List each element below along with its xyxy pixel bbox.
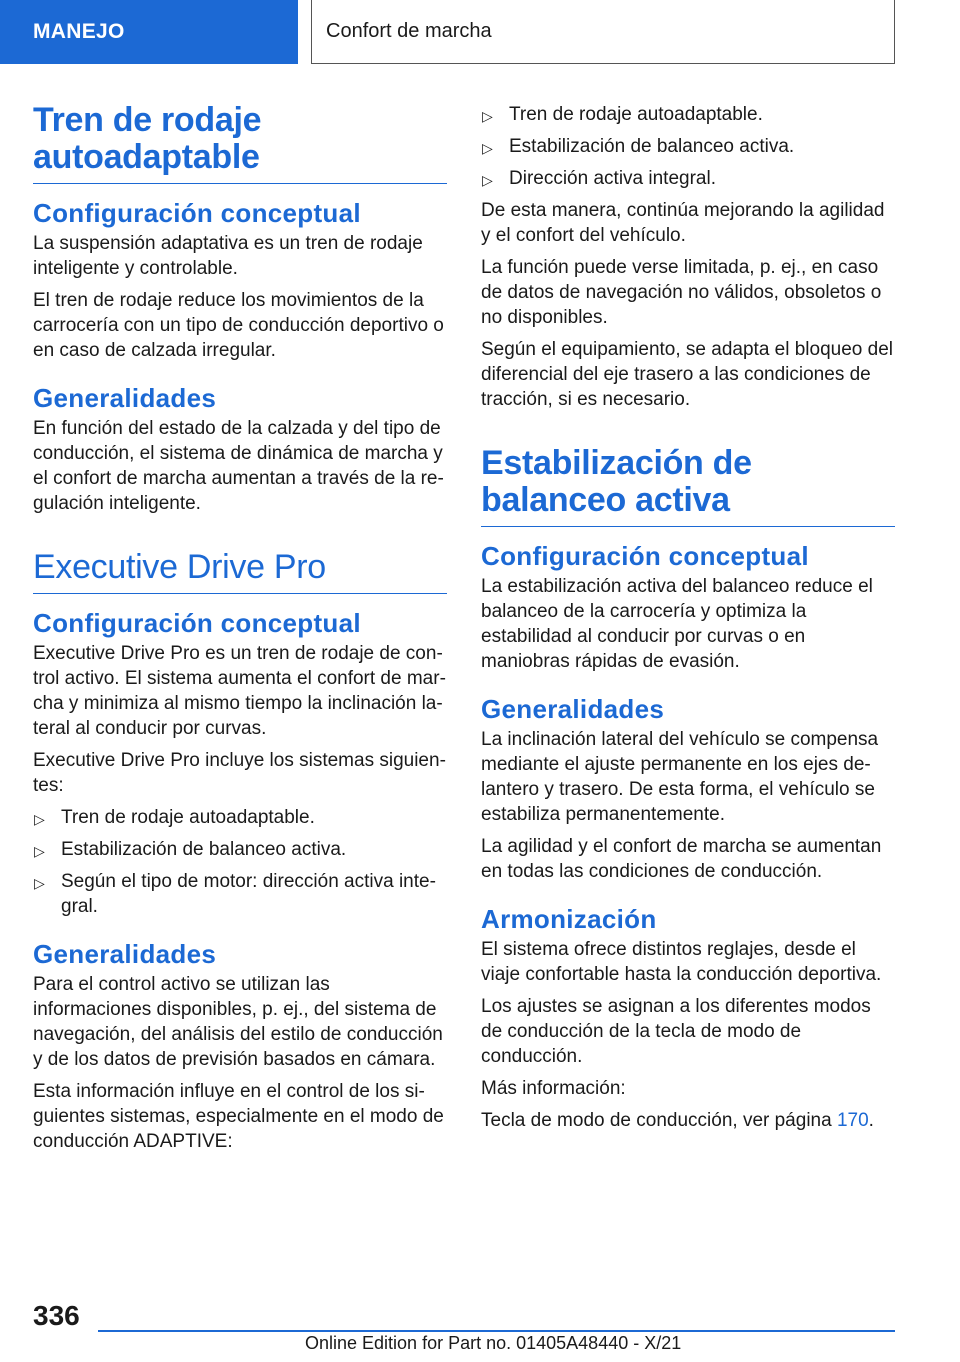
subheading-config-3: Configuración conceptual xyxy=(481,541,809,571)
paragraph: Para el control activo se utilizan las informaciones disponibles, p. ej., del sistema de navegación, del análisis del estilo de conducción y de los datos de previsión basados en cámara. xyxy=(33,974,443,1070)
subheading-generalidades-1: Generalidades xyxy=(33,383,217,413)
page-link[interactable]: 170 xyxy=(836,1110,869,1131)
paragraph: Los ajustes se asignan a los diferentes modos de conducción de la tecla de modo de conducción. xyxy=(481,996,871,1067)
chapter-tab[interactable] xyxy=(0,0,298,64)
right-column xyxy=(481,102,895,1140)
subheading-armonizacion: Armonización xyxy=(481,904,657,934)
left-column xyxy=(33,102,447,1161)
paragraph: La estabilización activa del balanceo reduce el balanceo de la carrocería y optimiza la estabilidad al conducir por curvas o en maniobras rápidas de evasión. xyxy=(481,576,873,672)
triangle-bullet-icon: ▷ xyxy=(482,140,493,156)
list-item: ▷ Estabilización de balanceo activa. xyxy=(33,837,447,862)
subheading-generalidades-3: Generalidades xyxy=(481,694,665,724)
triangle-bullet-icon: ▷ xyxy=(482,172,493,188)
list-item: ▷ Estabilización de balanceo activa. xyxy=(481,134,895,159)
heading-tren-rodaje: Tren de rodaje autoadaptable xyxy=(33,102,447,184)
paragraph: Executive Drive Pro es un tren de rodaje de control activo. El sistema aumenta el confort de marcha y minimiza al mismo tiempo la inclinación lateral al conducir por curvas. xyxy=(33,643,446,739)
page-number: 336 xyxy=(33,1300,80,1331)
bullet-list xyxy=(33,805,447,919)
list-item: ▷ Tren de rodaje autoadaptable. xyxy=(481,102,895,127)
chapter-label: MANEJO xyxy=(33,20,125,43)
paragraph: El sistema ofrece distintos reglajes, desde el viaje confortable hasta la conducción deportiva. xyxy=(481,939,882,985)
heading-estabilizacion-balanceo: Estabilización de balanceo activa xyxy=(481,445,895,527)
section-label: Confort de marcha xyxy=(326,20,492,42)
subheading-config-1: Configuración conceptual xyxy=(33,198,361,228)
list-item: ▷ Según el tipo de motor: dirección activa integral. xyxy=(34,871,436,917)
triangle-bullet-icon: ▷ xyxy=(34,875,45,891)
paragraph: La agilidad y el confort de marcha se aumentan en todas las condiciones de conducción. xyxy=(481,836,882,882)
paragraph: Más información: xyxy=(481,1078,626,1099)
paragraph: El tren de rodaje reduce los movimientos de la carrocería con un tipo de conducción deportivo o en caso de calzada irregular. xyxy=(33,290,444,361)
heading-executive-drive-pro: Executive Drive Pro xyxy=(33,549,447,594)
bullet-list xyxy=(481,102,895,191)
paragraph: La función puede verse limitada, p. ej., en caso de datos de navegación no válidos, obsoletos o no disponibles. xyxy=(481,257,882,328)
paragraph: De esta manera, continúa mejorando la agilidad y el confort del vehículo. xyxy=(481,200,885,246)
footer-divider xyxy=(98,1330,895,1332)
footer-edition: Online Edition for Part no. 01405A48440 - X/21 xyxy=(305,1333,682,1353)
paragraph: En función del estado de la calzada y del tipo de conducción, el sistema de dinámica de marcha y el confort de marcha aumentan a través de la regulación inteligente. xyxy=(33,418,444,514)
triangle-bullet-icon: ▷ xyxy=(34,843,45,859)
list-item: ▷ Tren de rodaje autoadaptable. xyxy=(33,805,447,830)
paragraph-reference: Tecla de modo de conducción, ver página 170. xyxy=(481,1110,874,1131)
paragraph: La suspensión adaptativa es un tren de rodaje inteligente y controlable. xyxy=(33,233,423,279)
triangle-bullet-icon: ▷ xyxy=(34,811,45,827)
section-header xyxy=(311,0,895,64)
triangle-bullet-icon: ▷ xyxy=(482,108,493,124)
subheading-config-2: Configuración conceptual xyxy=(33,608,361,638)
paragraph: Executive Drive Pro incluye los sistemas siguientes: xyxy=(33,750,446,796)
paragraph: Según el equipamiento, se adapta el bloqueo del diferencial del eje trasero a las condiciones de tracción, si es necesario. xyxy=(481,339,893,410)
paragraph: La inclinación lateral del vehículo se compensa mediante el ajuste permanente en los ejes delantero y trasero. De esta forma, el vehículo se estabiliza permanentemente. xyxy=(481,729,879,825)
subheading-generalidades-2: Generalidades xyxy=(33,939,217,969)
paragraph: Esta información influye en el control de los siguientes sistemas, especialmente en el modo de conducción ADAPTIVE: xyxy=(33,1081,444,1152)
list-item: ▷ Dirección activa integral. xyxy=(481,166,895,191)
